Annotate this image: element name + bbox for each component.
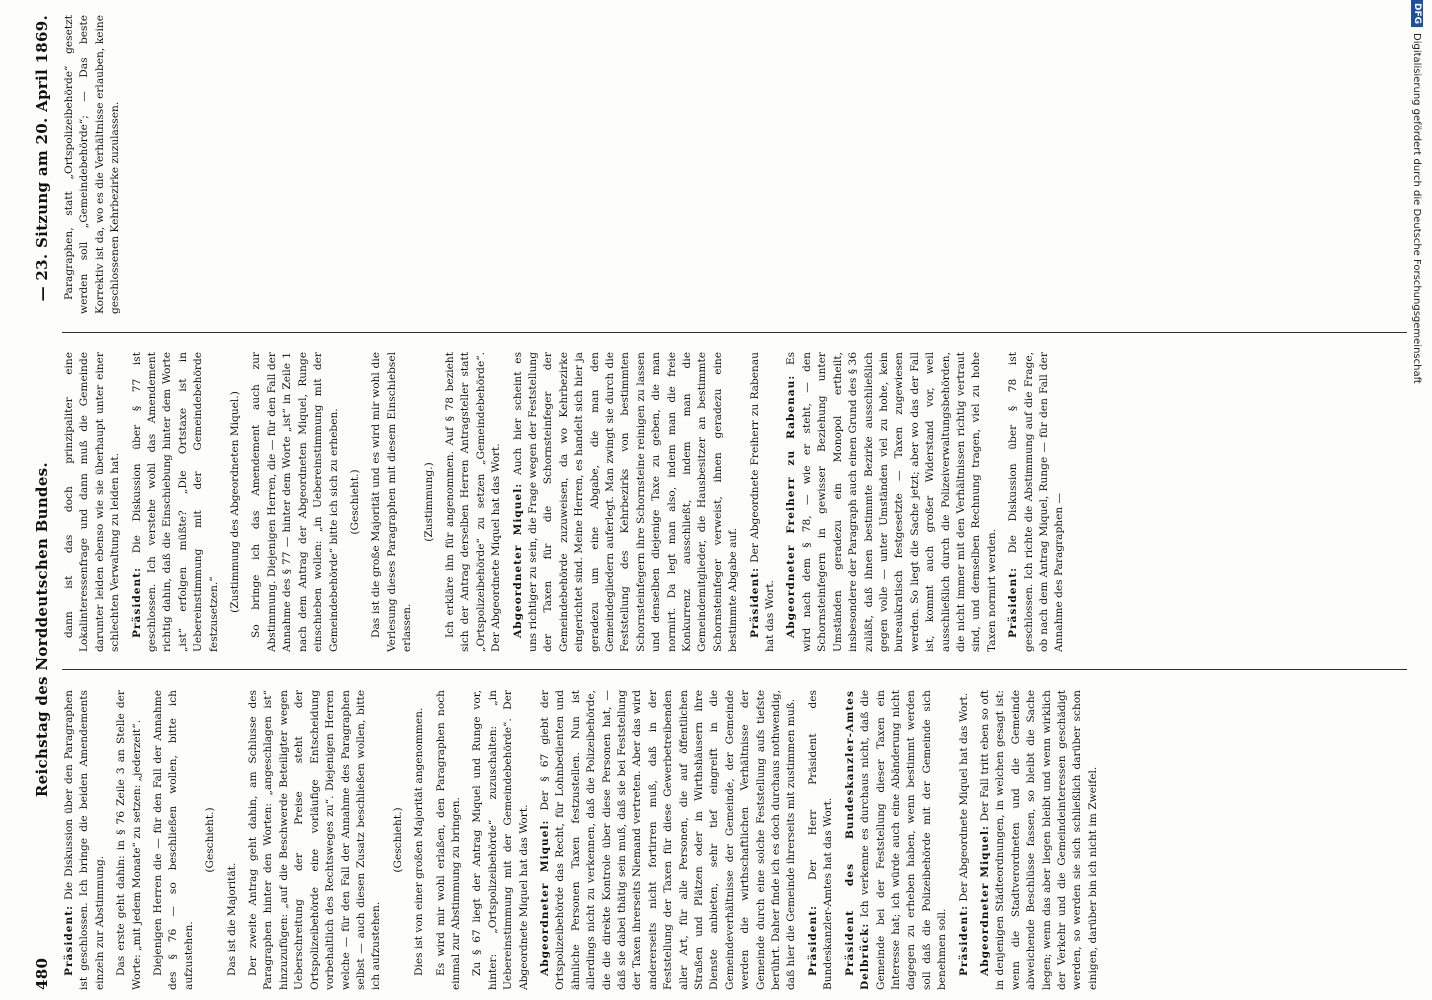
paragraph (1006, 352, 1068, 652)
paragraph (422, 352, 437, 652)
paragraph-text: Paragraphen, statt „Ortspolizeibehörde“ gesetzt werden soll „Gemeindebehörde“; — Das beste Korrektiv ist da, wo es die Verhältnisse erlauben, keine geschlossenen Kehrbezirke zuzulassen. (63, 15, 122, 314)
paragraph (130, 352, 222, 652)
paragraph-text: Das ist die Majorität. (225, 862, 238, 976)
column-3 (62, 15, 1407, 314)
rotated-page-content (30, 15, 1410, 990)
paragraph-text: (Geschieht.) (204, 807, 217, 873)
running-head (30, 15, 54, 990)
paragraph-text: Ich erkläre ihn für angenommen. Auf § 78 bezieht sich der Antrag derselben Herren Antragsteller statt „Ortspolizeibehörde“ zu setzen „Gemeindebehörde“. Der Abgeordnete Miquel hat das Wort. (443, 352, 503, 652)
paragraph (369, 352, 415, 652)
paragraph-text: Es wird mir wohl erlaßen, den Paragraphen noch einmal zur Abstimmung zu bringen. (434, 690, 462, 990)
paragraph (62, 690, 108, 990)
paragraph (511, 352, 742, 652)
paragraph (412, 690, 427, 990)
paragraph-text: (Geschieht.) (391, 807, 404, 873)
paragraph (114, 690, 145, 990)
publication-title: Reichstag des Norddeutschen Bundes. (33, 462, 51, 798)
paragraph (391, 690, 406, 990)
paragraph-text: (Geschieht.) (348, 469, 361, 535)
paragraph-text: So bringe ich das Amendement auch zur Abstimmung. Diejenigen Herren, die — für den Fall der Annahme des § 77 — hinter dem Worte „ist“ in Zeile 1 nach dem Antrag der Abgeordneten Miquel, Runge einschieben wollen: „in Uebereinstimmung mit der Gemeindebehörde“ bitte ich sich zu erheben. (250, 352, 340, 652)
paragraph-text: Diejenigen Herren die — für den Fall der Annahme des § 76 — so beschließen wollen, bitte ich aufzustehen. (152, 690, 195, 990)
funding-text: Digitalisierung gefördert durch die Deutsche Forschungsgemeinschaft (1411, 33, 1423, 384)
paragraph-text: Der § 67 giebt der Ortspolizeibehörde das Recht, für Lohnbedienten und ähnliche Personen Taxen festzustellen. Nun ist allerdings nicht zu verkennen, daß die Polizeibehörde, die die direkte Kontrole über diese Personen hat, — daß sie dabei thätig sein muß, daß sie bei Feststellung der Taxen ihrerseits Niemand vertreten. Aber das wird andererseits nicht fortirren muß, daß in der Feststellung der Taxen für diese Gewerbetreibenden aller Art, für alle Personen, die auf öffentlichen Straßen und Plätzen oder in Wirthshäusern ihre Dienste anbieten, sehr tief eingreift in die Gemeindeverhältnisse der Gemeinde, der Gemeinde werden die wirthschaftlichen Verhältnisse der Gemeinde durch eine solche Feststellung aufs tiefste berührt. Daher finde ich es doch durchaus nothwendig, daß hier die Gemeinde ihrerseits mit zustimmen muß. (538, 690, 798, 990)
paragraph (443, 352, 505, 652)
speaker-name: Präsident: (1007, 566, 1020, 638)
paragraph-text: Es wird nach dem § 78, — wie er steht, — den Schornsteinfegern in gewisser Beziehung unter Umständen geradezu ein Monopol ertheilt, insbesondere der Paragraph auch einen Grund des § 36 zuläßt, daß ihnen bestimmte Bezirke ausschließlich gegen volle — unter Umständen viel zu hohe, kein bureaukratisch festgesetzte — Taxen zugewiesen werden. So liegt die Sache jetzt; aber wo das der Fall ist, kommt auch großer Widerstand vor, weil ausschließlich durch die Polizeiverwaltungsbehörden, die nicht immer mit den Verhältnissen richtig vertraut sind, und demselben Rechnung tragen, viel zu hohe Taxen normirt werden. (785, 352, 998, 652)
column-1 (62, 690, 1407, 990)
paragraph-text: (Zustimmung des Abgeordneten Miquel.) (229, 391, 242, 613)
paragraph-text: Dies ist von einer großen Majorität angenommen. (413, 707, 426, 976)
paragraph-text: Das ist die große Majorität und es wird mir wohl die Verlesung dieses Paragraphen mit diesem Einschiebsel erlassen. (370, 352, 414, 652)
paragraph (151, 690, 197, 990)
paragraph (434, 690, 465, 990)
speaker-name: Abgeordneter Miquel: (978, 825, 991, 976)
speaker-name: Präsident: (748, 566, 761, 638)
paragraph-text: Auch hier scheint es uns richtiger zu sein, die Frage wegen der Feststellung der Taxen für die Schornsteinfeger der Gemeindebehörde zuzuweisen, da wo Kehrbezirke eingerichtet sind. Meine Herren, es handelt sich hier ja geradezu um eine Abgabe, die man den Gemeindegliedern auferlegt. Man zwingt sie durch die Feststellung des Kehrbezirks von bestimmten Schornsteinfegern ihre Schornsteine reinigen zu lassen und denselben diejenige Taxe zu geben, die man normirt. Da legt man also, indem man die freie Konkurrenz ausschließt, indem man die Gemeindemitglieder, die Hausbesitzer an bestimmte Schornsteinfeger verweist, ihnen geradezu eine bestimmte Abgabe auf. (511, 352, 740, 652)
paragraph-text: Die Diskussion über § 77 ist geschlossen. Ich verstehe wohl das Amendement richtig dahin, daß die Einschiebung hinter dem Worte „ist“ erfolgen müßte? „Die Ortstaxe ist in Uebereinstimmung mit der Gemeindebehörde festzusetzen.“ (130, 352, 220, 652)
paragraph (748, 352, 779, 652)
paragraph-text: Der zweite Antrag geht dahin, am Schlusse des Paragraphen hinter den Worten: „angeschlagen ist“ hinzuzufügen: „auf die Beschwerde Beteiligter wegen Ueberschreitung der Preise steht der Ortspolizeibehörde eine vorläufige Entscheidung vorbehaltlich des Rechtsweges zu“. Diejenigen Herren welche — für den Fall der Annahme des Paragraphen selbst — auch diesen Zusatz beschließen wollen, bitte ich aufzustehen. (247, 690, 383, 990)
paragraph (203, 690, 218, 990)
paragraph (538, 690, 800, 990)
paragraph (806, 690, 837, 990)
speaker-name: Abgeordneter Miquel: (538, 819, 551, 976)
paragraph (62, 15, 124, 314)
speaker-name: Abgeordneter Miquel: (511, 482, 524, 638)
session-title: — 23. Sitzung am 20. April 1869. (33, 15, 51, 302)
paragraph-text: Der Abgeordnete Freiherr zu Rabenau hat das Wort. (748, 352, 777, 652)
paragraph-text: Die Diskussion über § 78 ist geschlossen. Ich richte die Abstimmung auf die Frage, ob nach dem Antrag Miquel, Runge — für den Fall der Annahme des Paragraphen — (1007, 352, 1066, 652)
paragraph (249, 352, 341, 652)
column-divider (62, 332, 1407, 333)
paragraph (784, 352, 1000, 652)
paragraph (228, 352, 243, 652)
paragraph (470, 690, 532, 990)
paragraph-text: Der Fall tritt eben so oft in denjenigen Städteordnungen, in welchen gesagt ist: wenn die Stadtverordneten und die Gemeinde abweichende Beschlüsse fassen, so bleibt die Sache liegen; wenn das aber liegen bleibt und wenn wirklich der Verkehr und die Gemeindeinteressen geschädigt werden, so werden sie sich schließlich darüber schon einigen, darüber bin ich nicht im Zweifel. (978, 690, 1099, 990)
paragraph-text: (Zustimmung.) (422, 462, 435, 542)
paragraph-text: dann ist das doch prinzipaliter eine Lokalinteressenfrage und dann muß die Gemeinde darunter leiden ebenso wie sie überhaupt unter einer schlechten Verwaltung zu leiden hat. (63, 352, 122, 652)
speaker-name: Präsident: (957, 904, 970, 976)
paragraph (843, 690, 951, 990)
paragraph (246, 690, 385, 990)
paragraph-text: Der Herr Präsident des Bundeskanzler-Amtes hat das Wort. (806, 690, 835, 990)
speaker-name: Präsident: (806, 904, 819, 976)
funding-notice (1408, 0, 1430, 1000)
paragraph (225, 690, 240, 990)
paragraph (348, 352, 363, 652)
paragraph-text: Zu § 67 liegt der Antrag Miquel und Runge vor, hinter: „Ortspolizeibehörde“ zuzuschalten: „in Uebereinstimmung mit der Gemeindebehörde“. Der Abgeordnete Miquel hat das Wort. (471, 690, 530, 990)
paragraph-text: Ich verkenne es durchaus nicht, daß die Gemeinde bei der Feststellung dieser Taxen ein Interesse hat; ich würde auch eine Abänderung nicht dagegen zu erheben haben, wenn bestimmt werden soll daß die Polizeibehörde mit der Gemeinde sich benehmen soll. (859, 690, 949, 990)
page-number: 480 (33, 957, 51, 990)
dfg-logo: DFG (1411, 0, 1423, 27)
paragraph-text: Der Abgeordnete Miquel hat das Wort. (957, 692, 970, 902)
paragraph-text: Das erste geht dahin: in § 76 Zeile 3 an Stelle der Worte: „mit jedem Monate“ zu setzen: „jederzeit“. (115, 690, 143, 990)
column-2 (62, 352, 1407, 652)
text-columns (62, 15, 1407, 990)
paragraph (957, 690, 972, 990)
speaker-name: Abgeordneter Freiherr zu Rabenau: (785, 374, 798, 638)
paragraph (62, 352, 124, 652)
paragraph (978, 690, 1101, 990)
column-divider (62, 669, 1407, 670)
paragraph-text: Die Diskussion über den Paragraphen ist geschlossen. Ich bringe die beiden Amendements einzeln zur Abstimmung. (63, 690, 106, 990)
speaker-name: Präsident: (63, 904, 75, 976)
speaker-name: Präsident des Bundeskanzler-Amtes Delbrück: (843, 690, 872, 990)
speaker-name: Präsident: (130, 566, 143, 638)
